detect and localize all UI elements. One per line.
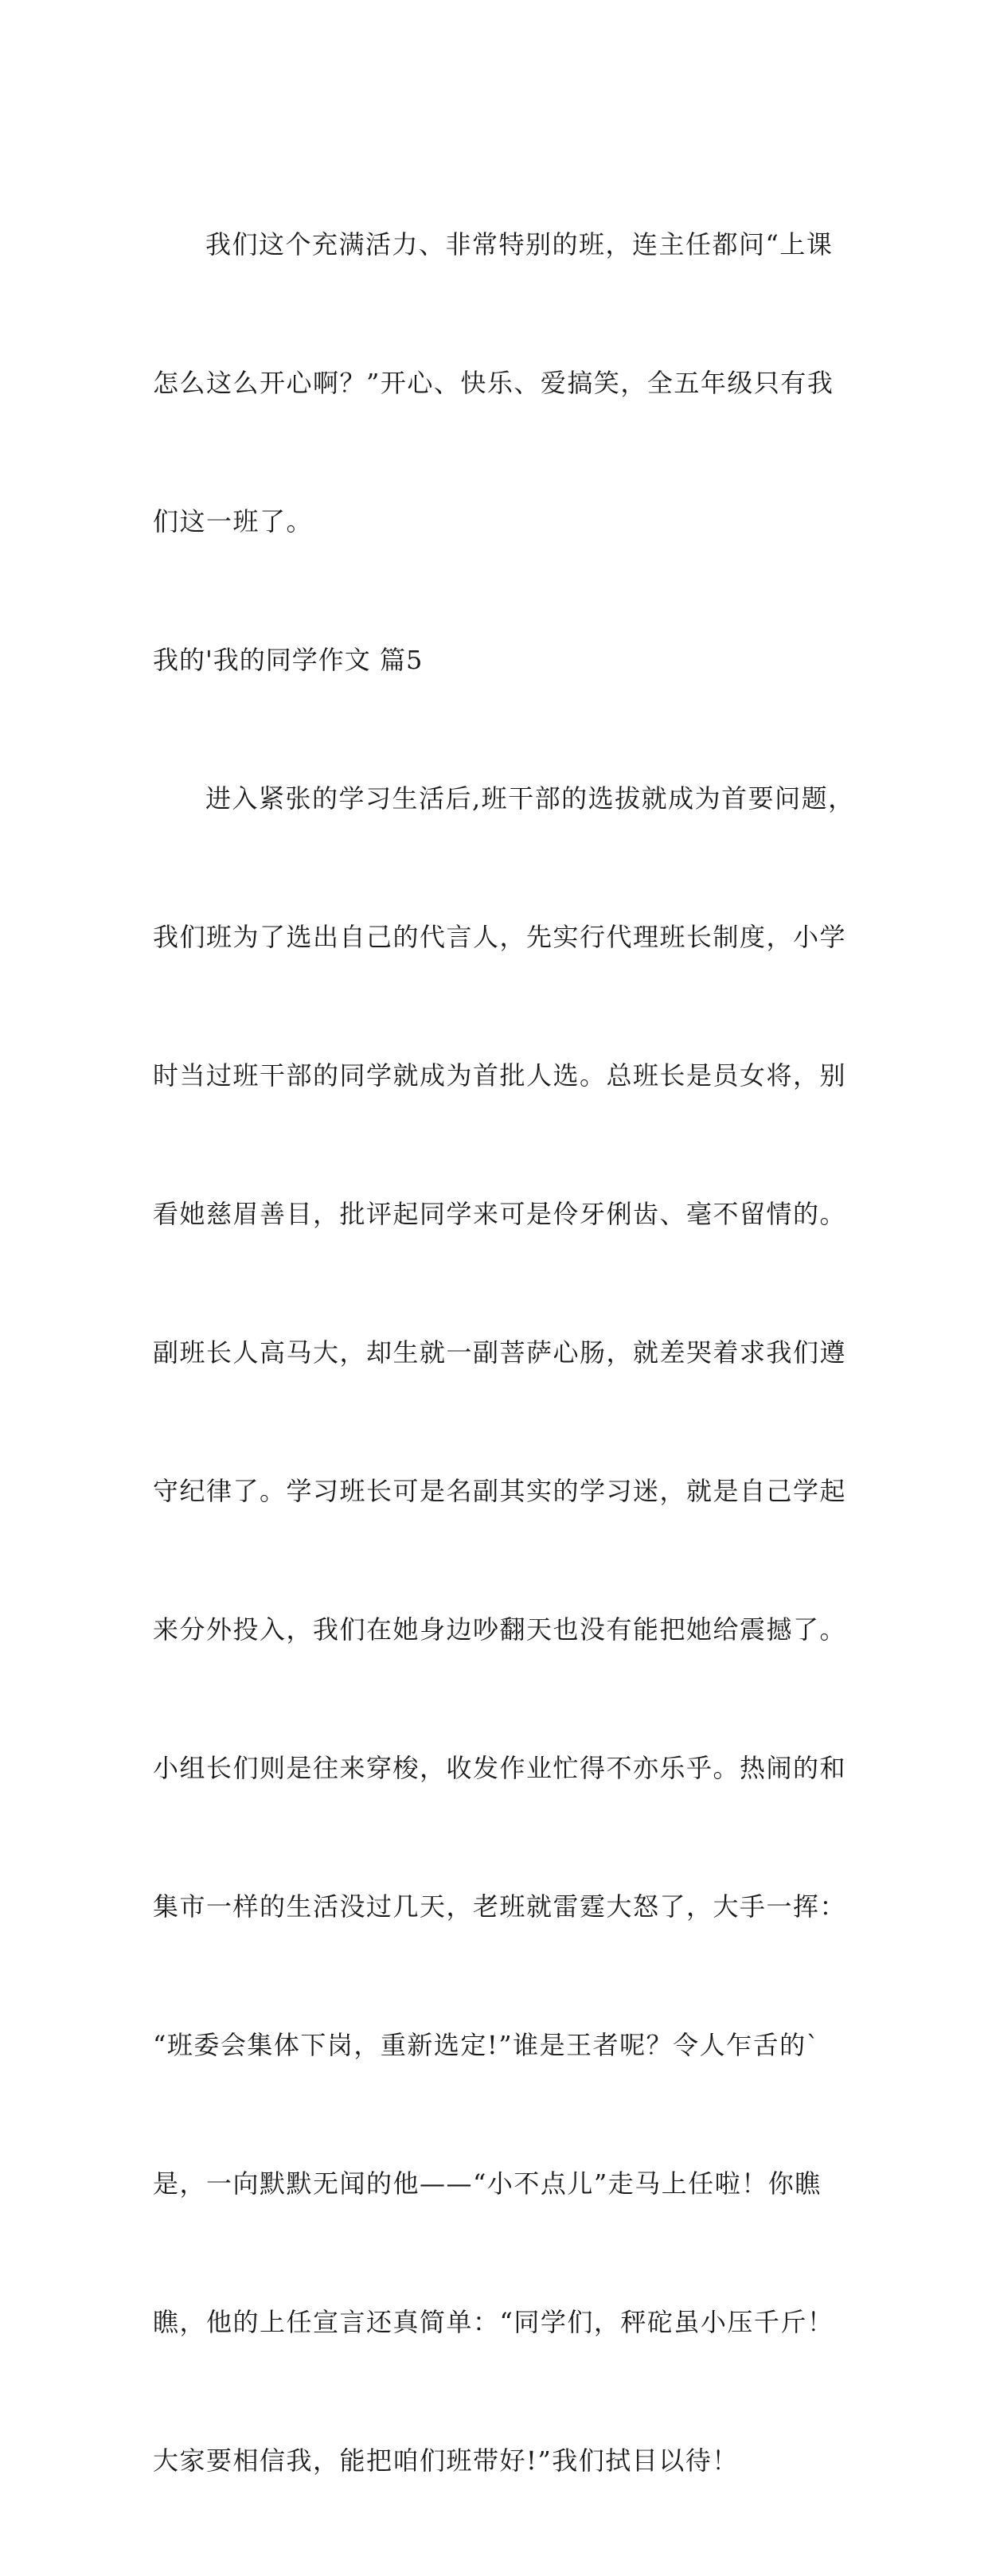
- paragraph-line: 小组长们则是往来穿梭，收发作业忙得不亦乐乎。热闹的和: [153, 1753, 847, 1783]
- section-heading: 我的'我的同学作文 篇5: [153, 645, 424, 675]
- paragraph-line: 进入紧张的学习生活后,班干部的选拔就成为首要问题，: [205, 783, 855, 814]
- paragraph-line: 集市一样的生活没过几天，老班就雷霆大怒了，大手一挥：: [153, 1891, 847, 1922]
- paragraph-line: 时当过班干部的同学就成为首批人选。总班长是员女将，别: [153, 1060, 847, 1091]
- paragraph-1: [153, 129, 850, 637]
- paragraph-line: 是，一向默默无闻的他——“小不点儿”走马上任啦！你瞧: [153, 2168, 822, 2199]
- paragraph-line: 大家要相信我，能把咱们班带好!”我们拭目以待！: [153, 2445, 739, 2476]
- paragraph-line: 我们班为了选出自己的代言人，先实行代理班长制度，小学: [153, 922, 847, 952]
- paragraph-line: 我们这个充满活力、非常特别的班，连主任都问“上课: [205, 229, 834, 260]
- paragraph-line: 副班长人高马大，却生就一副菩萨心肠，就差哭着求我们遵: [153, 1337, 847, 1368]
- document-body: [153, 129, 855, 2576]
- paragraph-line: 怎么这么开心啊？”开心、快乐、爱搞笑，全五年级只有我: [153, 368, 834, 398]
- paragraph-line: 们这一班了。: [153, 506, 314, 537]
- paragraph-line: “班委会集体下岗，重新选定!”谁是王者呢？令人乍舌的`: [153, 2030, 821, 2060]
- paragraph-line: 看她慈眉善目，批评起同学来可是伶牙俐齿、毫不留情的。: [153, 1199, 847, 1229]
- paragraph-2: [153, 683, 855, 2576]
- paragraph-line: 来分外投入，我们在她身边吵翻天也没有能把她给震撼了。: [153, 1614, 847, 1645]
- paragraph-line: 瞧，他的上任宣言还真简单：“同学们，秤砣虽小压千斤！: [153, 2307, 834, 2337]
- paragraph-line: 守纪律了。学习班长可是名副其实的学习迷，就是自己学起: [153, 1476, 847, 1506]
